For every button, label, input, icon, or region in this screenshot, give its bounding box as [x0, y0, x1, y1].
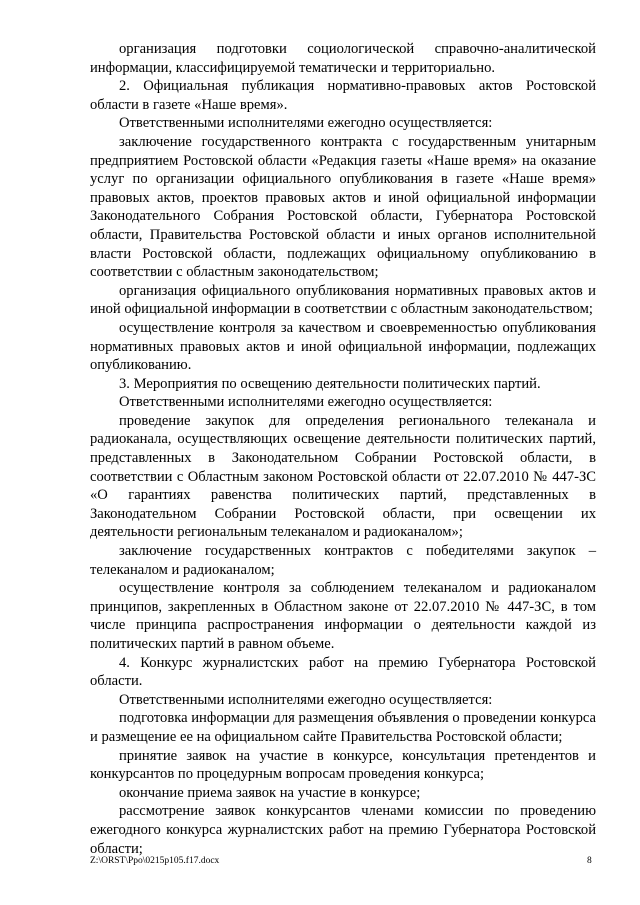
paragraph: окончание приема заявок на участие в конкурсе;: [119, 784, 421, 801]
paragraph: осуществление контроля за соблюдением телеканалом и радиоканалом принципов, закрепленных в Областном законе от 22.07.2010 № 447-ЗС, в том числе принципа распространения информации о деятельности каждой из политических партий в равном объеме.: [90, 580, 596, 652]
paragraph: рассмотрение заявок конкурсантов членами комиссии по проведению ежегодного конкурса журналистских работ на премию Губернатора Ростовской области;: [90, 803, 596, 857]
paragraph: Ответственными исполнителями ежегодно осуществляется:: [119, 394, 493, 411]
paragraph: подготовка информации для размещения объявления о проведении конкурса и размещение ее на официальном сайте Правительства Ростовской области;: [90, 710, 596, 745]
page-number: 8: [587, 856, 592, 866]
paragraph: заключение государственных контрактов с победителями закупок – телеканалом и радиоканалом;: [90, 543, 596, 578]
paragraph: Ответственными исполнителями ежегодно осуществляется:: [119, 691, 493, 708]
paragraph: Ответственными исполнителями ежегодно осуществляется:: [119, 115, 493, 132]
paragraph: принятие заявок на участие в конкурсе, консультация претендентов и конкурсантов по процедурным вопросам проведения конкурса;: [90, 747, 596, 783]
paragraph: организация подготовки социологической справочно-аналитической информации, классифицируемой тематически и территориально.: [90, 41, 596, 76]
paragraph: осуществление контроля за качеством и своевременностью опубликования нормативных правовых актов и иной официальной информации, подлежащих опубликованию.: [90, 319, 596, 374]
paragraph: заключение государственного контракта с государственным унитарным предприятием Ростовской области «Редакция газеты «Наше время» на оказание услуг по организации официального опубликования в газете «Наше время» правовых актов, проектов правовых актов и иной официальной информации Законодательного Собрания Ростовской области, Губернатора Ростовской области, Правительства Ростовской области и иных органов исполнительной власти Ростовской области, подлежащих официальному опубликованию в соответствии с областным законодательством;: [90, 133, 596, 281]
document-body: [90, 40, 596, 858]
section-heading: 4. Конкурс журналистских работ на премию Губернатора Ростовской области.: [90, 654, 596, 690]
paragraph: проведение закупок для определения регионального телеканала и радиоканала, осуществляющих освещение деятельности политических партий, представленных в Законодательном Собрании Ростовской области, в соответствии с Областным законом Ростовской области от 22.07.2010 № 447-ЗС «О гарантиях равенства политических партий, представленных в Законодательном Собрании Ростовской области, при освещении их деятельности региональным телеканалом и радиоканалом»;: [90, 412, 596, 541]
section-heading: 3. Мероприятия по освещению деятельности политических партий.: [119, 375, 541, 392]
section-heading: 2. Официальная публикация нормативно-правовых актов Ростовской области в газете «Наше время».: [90, 78, 596, 113]
footer-file-path: Z:\ORST\Ppo\0215p105.f17.docx: [90, 856, 220, 866]
paragraph: организация официального опубликования нормативных правовых актов и иной официальной информации в соответствии с областным законодательством;: [90, 282, 596, 318]
